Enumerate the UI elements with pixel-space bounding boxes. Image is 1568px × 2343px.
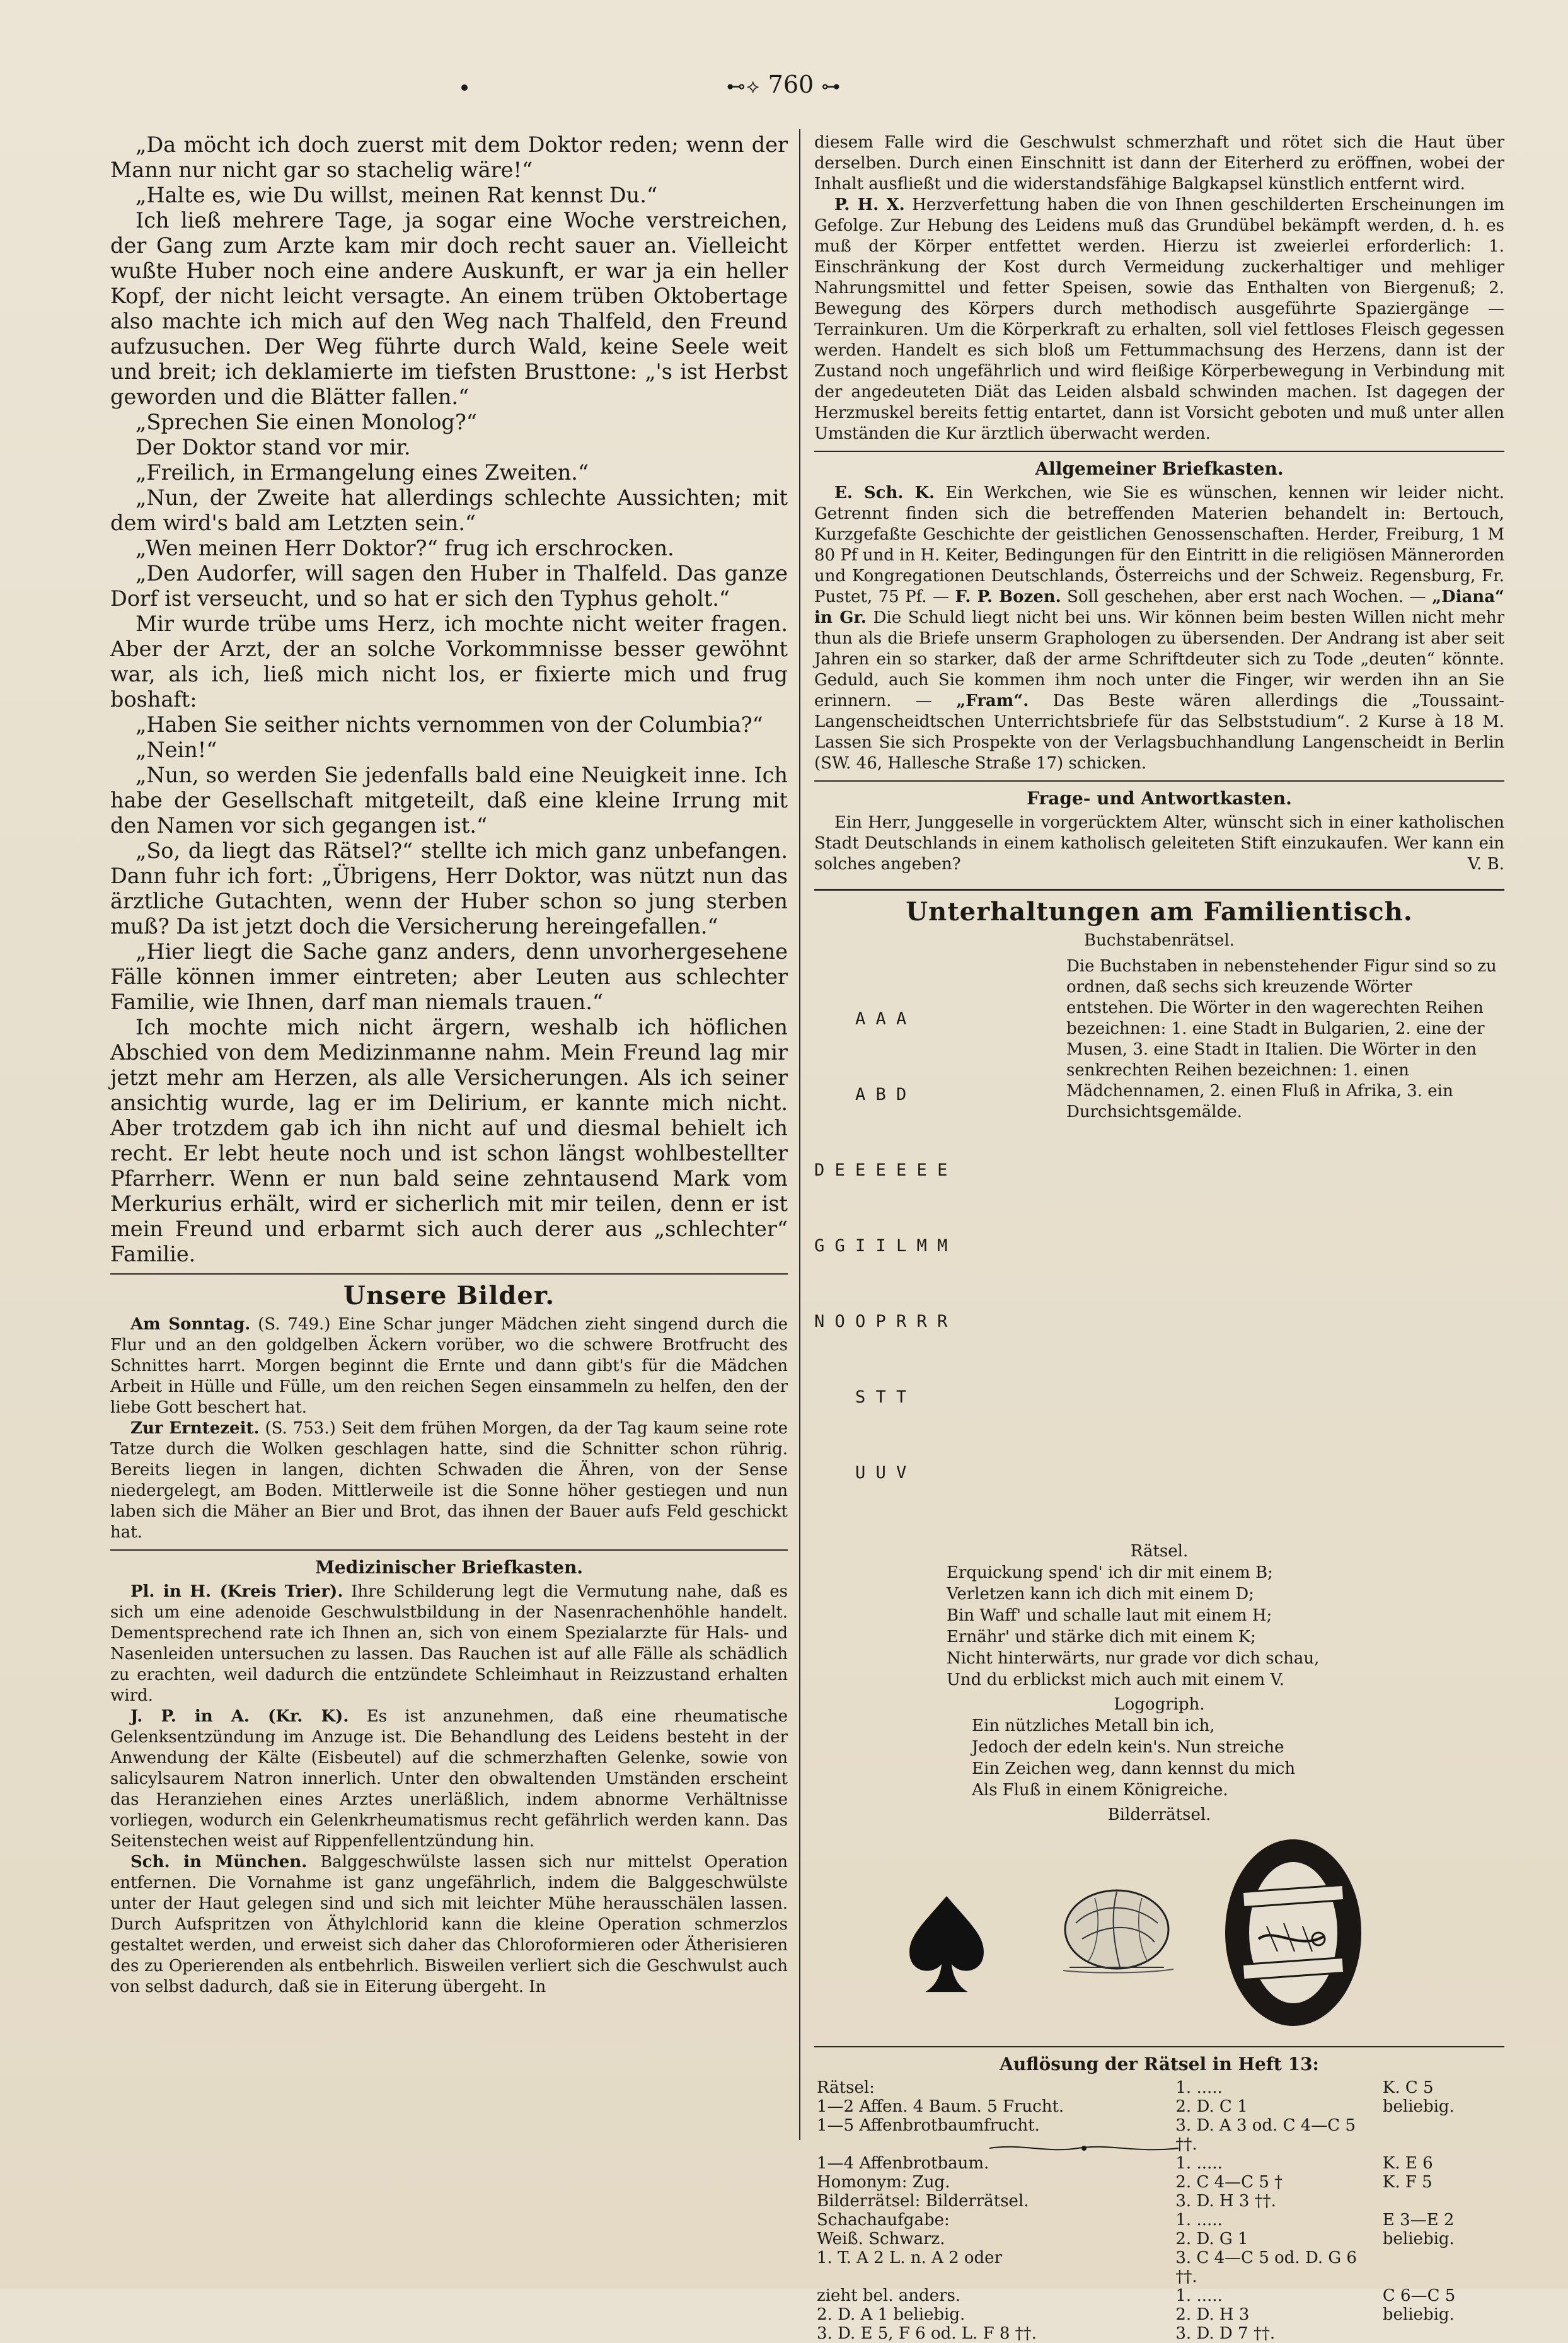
- solution-cell: Weiß. Schwarz.: [817, 2230, 945, 2248]
- solution-cell: [1380, 2248, 1504, 2286]
- page-number: 760: [768, 71, 814, 98]
- section-title-medizinischer-briefkasten: Medizinischer Briefkasten.: [314, 1557, 584, 1578]
- section-title-allgemeiner-briefkasten: Allgemeiner Briefkasten.: [1035, 458, 1284, 479]
- poem-line: Bin Waff' und schalle laut mit einem H;: [947, 1606, 1272, 1625]
- solution-cell: beliebig.: [1382, 2305, 1455, 2324]
- story-paragraph: „Halte es, wie Du willst, meinen Rat kennst Du.“: [135, 183, 658, 207]
- solution-cell: K. C 5: [1382, 2078, 1434, 2097]
- entry-text: Die Schuld liegt nicht bei uns. Wir können beim besten Willen nicht mehr thun als die Briefe unserm Graphologen zu übersenden. Der Andrang ist aber seit Jahren ein so starker, daß der arme Schriftdeuter sich zu Tode „deuten“ könnte. Geduld, auch Sie kommen ihm noch unter die Finger, wir werden ihn an Sie erinnern. —: [814, 608, 1504, 710]
- story-paragraph: „Freilich, in Ermangelung eines Zweiten.“: [135, 460, 589, 485]
- raetsel-poem: [947, 1562, 1504, 1691]
- page-header: [0, 71, 1568, 98]
- entry-head: „Diana“ in Gr.: [814, 587, 1504, 627]
- story-paragraph: „Nun, der Zweite hat allerdings schlechte Aussichten; mit dem wird's bald am Letzten sein.“: [110, 485, 788, 535]
- solution-cell: K. F 5: [1382, 2173, 1433, 2192]
- story-paragraph: „Da möcht ich doch zuerst mit dem Doktor reden; wenn der Mann nur nicht gar so stachelig wäre!“: [110, 132, 788, 182]
- end-ornament-icon: [983, 2142, 1185, 2155]
- solution-cell: beliebig.: [1382, 2097, 1455, 2116]
- zero-emblem-icon: [1218, 1832, 1369, 2033]
- solution-row: [814, 2305, 1504, 2324]
- grid-row: D E E E E E E: [814, 1160, 948, 1180]
- section-title-unsere-bilder: Unsere Bilder.: [343, 1281, 555, 1310]
- solution-cell: 1. .....: [1175, 2211, 1223, 2230]
- raetsel-title: Rätsel.: [1130, 1542, 1189, 1561]
- entry-text: Ein Werkchen, wie Sie es wünschen, kennen wir leider nicht. Getrennt finden sich die betreffenden Materien behandelt in: Bertouch, Kurzgefaßte Geschichte der geistlichen Genossenschaften. Herder, Freiburg, 1 M 80 Pf und in H. Keiter, Bedingungen für den Eintritt in die religiösen Männerorden und Kongregationen Deutschlands, Österreichs und der Schweiz. Regensburg, Fr. Pustet, 75 Pf. —: [814, 483, 1505, 606]
- med-entry: [110, 1582, 788, 1706]
- column-divider: [799, 129, 800, 2140]
- poem-line: Als Fluß in einem Königreiche.: [972, 1781, 1228, 1800]
- grid-row: S T T: [814, 1387, 907, 1407]
- entry-head: E. Sch. K.: [834, 483, 935, 502]
- logogriph-poem: [972, 1715, 1504, 1801]
- solution-cell: 3. D. E 5, F 6 od. L. F 8 ††.: [817, 2324, 1037, 2343]
- bilder-entry: [110, 1314, 788, 1418]
- solutions-table: [814, 2078, 1504, 2343]
- solution-cell: Bilderrätsel: Bilderrätsel.: [817, 2192, 1029, 2211]
- poem-line: Jedoch der edeln kein's. Nun streiche: [972, 1738, 1284, 1757]
- med-entry: [110, 1706, 788, 1852]
- section-title-unterhaltungen: Unterhaltungen am Familientisch.: [906, 897, 1413, 927]
- solution-row: [814, 2286, 1504, 2305]
- story-paragraph: „Sprechen Sie einen Monolog?“: [135, 410, 477, 434]
- solution-cell: 2. D. A 1 beliebig.: [817, 2305, 966, 2324]
- story-paragraph: „Nein!“: [135, 738, 217, 762]
- entry-head: F. P. Bozen.: [955, 587, 1061, 606]
- story-paragraph: Der Doktor stand vor mir.: [135, 435, 411, 460]
- solution-cell: 3. D. H 3 ††.: [1175, 2192, 1276, 2211]
- solution-cell: 1. .....: [1175, 2154, 1223, 2173]
- story-paragraph: „Den Audorfer, will sagen den Huber in Thalfeld. Das ganze Dorf ist verseucht, und so hat er sich den Typhus geholt.“: [110, 561, 788, 611]
- story-paragraph: „Wen meinen Herr Doktor?“ frug ich erschrocken.: [135, 536, 674, 560]
- solution-row: [814, 2192, 1504, 2211]
- frage-body: Ein Herr, Junggeselle in vorgerücktem Alter, wünscht sich in einer katholischen Stadt Deutschlands in einem katholisch geleiteten Stift einzukaufen. Wer kann ein solches angeben?: [814, 813, 1504, 874]
- solution-row: [814, 2211, 1504, 2230]
- solution-cell: 1. .....: [1175, 2286, 1223, 2305]
- buchstaben-description: Die Buchstaben in nebenstehender Figur sind so zu ordnen, daß sechs sich kreuzende Wörter entstehen. Die Wörter in den wagerechten Reihen bezeichnen: 1. eine Stadt in Bulgarien, 2. eine der Musen, 3. eine Stadt in Italien. Die Wörter in den senkrechten Reihen bezeichnen: 1. einen Mädchennamen, 2. einen Fluß in Afrika, 3. ein Durchsichtsgemälde.: [1066, 957, 1497, 1121]
- grid-row: N O O P R R R: [814, 1312, 948, 1331]
- poem-line: Und du erblickst mich auch mit einem V.: [947, 1670, 1284, 1689]
- buchstabenraetsel-title: Buchstabenrätsel.: [1084, 931, 1235, 950]
- solution-cell: [1380, 2324, 1504, 2343]
- poem-line: Nicht hinterwärts, nur grade vor dich schau,: [947, 1649, 1320, 1668]
- entry-head: Am Sonntag.: [130, 1315, 251, 1334]
- entry-text: Balggeschwülste lassen sich nur mittelst Operation entfernen. Die Vornahme ist ganz ungefährlich, indem die Balggeschwülste unter der Haut gelegen sind und sich mit leichter Mühe herausschälen lassen. Durch Aufspritzen von Äthylchlorid kann die kleine Operation schmerzlos gestaltet werden, und erweist sich daher das Chloroformieren oder Ätherisieren des zu Operierenden als entbehrlich. Bisweilen verliert sich die Geschwulst auch von selbst dadurch, daß sie in Eiterung übergeht. In: [110, 1853, 788, 1996]
- section-title-frage-antwortkasten: Frage- und Antwortkasten.: [1027, 788, 1292, 809]
- poem-line: Ein nützliches Metall bin ich,: [972, 1716, 1215, 1735]
- solution-cell: 2. D. C 1: [1175, 2097, 1248, 2116]
- solution-row: [814, 2248, 1504, 2286]
- entry-text: (S. 749.) Eine Schar junger Mädchen zieht singend durch die Flur und an den goldgelben Äckern vorüber, wo die schwere Brotfrucht des Schnittes harrt. Morgen beginnt die Ernte und dann gibt's für die Mädchen Arbeit in Hülle und Fülle, um den reichen Segen einsammeln zu helfen, den der liebe Gott beschert hat.: [110, 1315, 788, 1417]
- story-paragraph: „Hier liegt die Sache ganz anders, denn unvorhergesehene Fälle können immer eintreten; aber Leuten aus schlechter Familie, wie Ihnen, darf man niemals trauen.“: [110, 939, 788, 1014]
- cabbage-icon: [1051, 1879, 1183, 1980]
- buchstabenraetsel: [814, 956, 1504, 1536]
- poem-line: Verletzen kann ich dich mit einem D;: [947, 1585, 1254, 1604]
- poem-line: Ein Zeichen weg, dann kennst du mich: [972, 1759, 1296, 1778]
- solution-cell: 1. .....: [1175, 2078, 1223, 2097]
- poem-line: Ernähr' und stärke dich mit einem K;: [947, 1628, 1256, 1646]
- section-divider: [814, 780, 1504, 782]
- entry-head: „Fram“.: [956, 691, 1029, 710]
- entry-text: Ihre Schilderung legt die Vermutung nahe, daß es sich um eine adenoide Geschwulstbildung in der Nasenrachenhöhle handelt. Dementsprechend rate ich Ihnen an, sich von einem Spezialarzte für Hals- und Nasenleiden untersuchen zu lassen. Das Rauchen ist auf alle Fälle als schädlich zu erachten, weil dadurch die entzündete Schleimhaut in Reizzustand erhalten wird.: [110, 1582, 788, 1705]
- logogriph-title: Logogriph.: [1114, 1695, 1205, 1714]
- bilderraetsel-title: Bilderrätsel.: [1107, 1805, 1211, 1824]
- solution-cell: 3. D. A 3 od. C 4—C 5 ††.: [1175, 2116, 1356, 2154]
- solution-cell: 1—4 Affenbrotbaum.: [817, 2154, 989, 2173]
- solution-cell: [1380, 2192, 1504, 2211]
- entry-text: Es ist anzunehmen, daß eine rheumatische Gelenksentzündung im Anzuge ist. Die Behandlung des Leidens besteht in der Anwendung der Kälte (Eisbeutel) auf die schmerzhaften Gelenke, sowie von salicylsaurem Natron innerlich. Unter den obwaltenden Umständen erscheint das Heranziehen eines Arztes unerläßlich, indem abnorme Verhältnisse vorliegen, wodurch ein Gelenkrheumatismus recht gefährlich werden kann. Das Seitenstechen weist auf Rippenfellentzündung hin.: [110, 1707, 788, 1851]
- solution-row: [814, 2154, 1504, 2173]
- solution-cell: 2. C 4—C 5 †: [1175, 2173, 1283, 2192]
- entry-text: Das Beste wären allerdings die „Toussaint-Langenscheidtschen Unterrichtsbriefe für das Selbststudium“. 2 Kurse à 18 M. Lassen Sie sich Prospekte von der Verlagsbuchhandlung Langenscheidt in Berlin (SW. 46, Hallesche Straße 17) schicken.: [814, 691, 1504, 773]
- solution-row: [814, 2324, 1504, 2343]
- story: [110, 132, 788, 1267]
- right-ornament-icon: ⊶: [821, 76, 842, 98]
- story-paragraph: „Nun, so werden Sie jedenfalls bald eine Neuigkeit inne. Ich habe der Gesellschaft mitgeteilt, daß eine kleine Irrung mit den Namen vor sich gegangen ist.“: [110, 763, 788, 838]
- bilder-entry: [110, 1418, 788, 1543]
- solution-cell: 1—2 Affen. 4 Baum. 5 Frucht.: [817, 2097, 1064, 2116]
- grid-row: G G I I L M M: [814, 1236, 948, 1256]
- med-entry-continued: diesem Falle wird die Geschwulst schmerzhaft und rötet sich die Haut über derselben. Durch einen Einschnitt ist dann der Eiterherd zu eröffnen, wobei der Inhalt ausfließt und die widerstandsfähige Balgkapsel künstlich entfernt wird.: [814, 133, 1504, 194]
- section-divider: [110, 1273, 788, 1275]
- grid-row: A A A: [814, 1009, 907, 1029]
- solution-row: [814, 2078, 1504, 2097]
- entry-head: Sch. in München.: [130, 1853, 308, 1872]
- frage-signature: V. B.: [1467, 855, 1504, 874]
- section-title-aufloesung: Auflösung der Rätsel in Heft 13:: [1000, 2054, 1319, 2074]
- solution-cell: E 3—E 2: [1382, 2211, 1455, 2230]
- solution-row: [814, 2097, 1504, 2116]
- poem-line: Erquickung spend' ich dir mit einem B;: [947, 1563, 1273, 1582]
- letter-grid: [814, 956, 1054, 1536]
- allg-entry: [814, 483, 1504, 774]
- section-divider: [814, 451, 1504, 452]
- solution-cell: 3. D. D 7 ††.: [1175, 2324, 1276, 2343]
- solution-cell: zieht bel. anders.: [817, 2286, 961, 2305]
- section-divider: [814, 2046, 1504, 2047]
- solution-row: [814, 2173, 1504, 2192]
- story-paragraph: Ich mochte mich nicht ärgern, weshalb ich höflichen Abschied von dem Medizinmanne nahm. Mein Freund lag mir jetzt mehr am Herzen, als alle Versicherungen. Als ich seiner ansichtig wurde, lag er im Delirium, er kannte mich nicht. Aber trotzdem gab ich ihn nicht auf und diesmal behielt ich recht. Er lebt heute noch und ist schon längst wohlbestellter Pfarrherr. Wenn er nun bald seine zehntausend Mark vom Merkurius erhält, wird er sicherlich mit mir teilen, denn er ist mein Freund und erbarmt sich auch derer aus „schlechter“ Familie.: [110, 1015, 788, 1266]
- entry-head: J. P. in A. (Kr. K).: [130, 1707, 349, 1726]
- entry-head: Zur Erntezeit.: [130, 1419, 260, 1438]
- med-entry: [110, 1852, 788, 1998]
- solution-cell: K. E 6: [1382, 2154, 1433, 2173]
- entry-text: (S. 753.) Seit dem frühen Morgen, da der Tag kaum seine rote Tatze durch die Wolken geschlagen hatte, sind die Schnitter schon rührig. Bereits liegen in langen, dichten Schwaden die Ähren, von der Sense niedergelegt, am Boden. Mittlerweile ist die Sonne höher gestiegen und nun laben sich die Mäher an Bier und Brot, das ihnen der Bauer aufs Feld geschickt hat.: [110, 1419, 788, 1542]
- left-column: [110, 132, 788, 1998]
- solution-cell: [1380, 2116, 1504, 2154]
- grid-row: A B D: [814, 1085, 907, 1104]
- right-column: [814, 132, 1504, 2343]
- solution-cell: Rätsel:: [817, 2078, 875, 2097]
- story-paragraph: „Haben Sie seither nichts vernommen von der Columbia?“: [135, 712, 763, 737]
- entry-text: Herzverfettung haben die von Ihnen geschilderten Erscheinungen im Gefolge. Zur Hebung des Leidens muß das Grundübel bekämpft werden, d. h. es muß der Körper entfettet werden. Hierzu ist zweierlei erforderlich: 1. Einschränkung der Kost durch Vermeidung zuckerhaltiger und mehliger Nahrungsmittel und fetter Speisen, sowie das Enthalten von Biergenuß; 2. Bewegung des Körpers durch methodisch ausgeführte Spaziergänge — Terrainkuren. Um die Körperkraft zu erhalten, soll viel fettloses Fleisch gegessen werden. Handelt es sich bloß um Fettummachsung des Herzens, dann ist der Zustand noch ungefährlich und wird fleißige Körperbewegung in Verbindung mit der angedeuteten Diät das Leiden alsbald schwinden machen. Ist dagegen der Herzmuskel bereits fettig entartet, dann ist Vorsicht geboten und muß unter allen Umständen die Kur ärztlich überwacht werden.: [814, 195, 1504, 443]
- med-entry: [814, 195, 1504, 444]
- entry-head: Pl. in H. (Kreis Trier).: [130, 1582, 343, 1601]
- bilderraetsel-pictures: [814, 1832, 1504, 2040]
- grid-row: U U V: [814, 1463, 907, 1483]
- story-paragraph: „So, da liegt das Rätsel?“ stellte ich mich ganz unbefangen. Dann fuhr ich fort: „Übrigens, Herr Doktor, was nützt nun das ärztliche Gutachten, wenn der Huber schon so jung sterben muß? Da ist jetzt doch die Versicherung hereingefallen.“: [110, 838, 788, 939]
- left-ornament-icon: ⊷⟡: [726, 76, 761, 98]
- frage-text: [814, 813, 1504, 875]
- solution-cell: beliebig.: [1382, 2230, 1455, 2248]
- solution-cell: C 6—C 5: [1382, 2286, 1456, 2305]
- section-divider: [814, 889, 1504, 891]
- solution-cell: 1. T. A 2 L. n. A 2 oder: [817, 2248, 1002, 2267]
- solution-cell: 2. D. H 3: [1175, 2305, 1250, 2324]
- entry-head: P. H. X.: [834, 195, 905, 214]
- section-divider: [110, 1549, 788, 1551]
- story-paragraph: Mir wurde trübe ums Herz, ich mochte nicht weiter fragen. Aber der Arzt, der an solche Vorkommnisse besser gewöhnt war, als ich, ließ mich nicht los, er fixierte mich und frug boshaft:: [110, 611, 788, 712]
- solution-cell: 1—5 Affenbrotbaumfrucht.: [817, 2116, 1040, 2135]
- solutions: [814, 2078, 1504, 2343]
- spade-icon: [906, 1892, 988, 1999]
- story-paragraph: Ich ließ mehrere Tage, ja sogar eine Woche verstreichen, der Gang zum Arzte kam mir doch recht sauer an. Vielleicht wußte Huber noch eine andere Auskunft, er war ja ein heller Kopf, der nicht leicht versagte. An einem trüben Oktobertage also machte ich mich auf den Weg nach Thalfeld, den Freund aufzusuchen. Der Weg führte durch Wald, keine Seele weit und breit; ich deklamierte im tiefsten Brusttone: „'s ist Herbst geworden und die Blätter fallen.“: [110, 208, 788, 409]
- entry-text: Soll geschehen, aber erst nach Wochen. —: [1061, 587, 1433, 606]
- solution-cell: 3. C 4—C 5 od. D. G 6 ††.: [1175, 2248, 1357, 2286]
- solution-cell: Schachaufgabe:: [817, 2211, 950, 2230]
- solution-cell: Homonym: Zug.: [817, 2173, 950, 2192]
- solution-row: [814, 2230, 1504, 2248]
- solution-cell: 2. D. G 1: [1175, 2230, 1248, 2248]
